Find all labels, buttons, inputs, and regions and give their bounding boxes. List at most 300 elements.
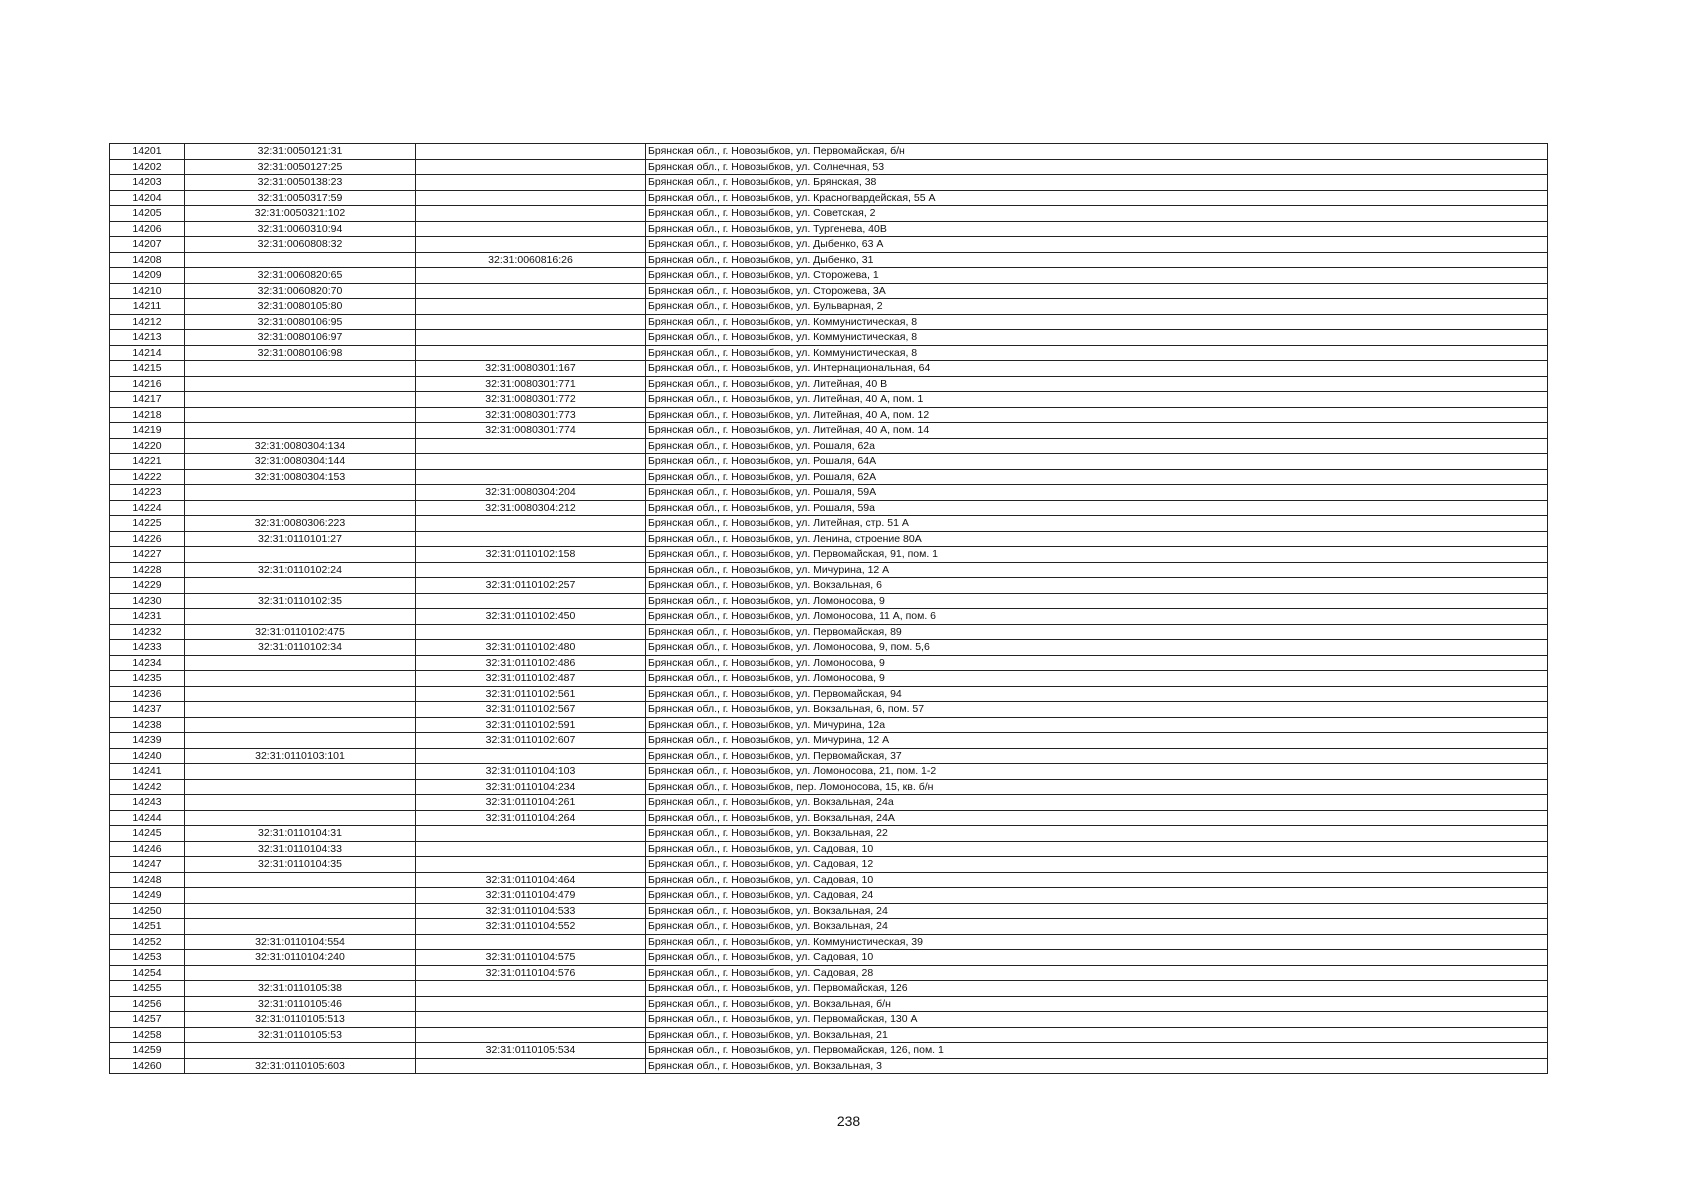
address-cell: Брянская обл., г. Новозыбков, ул. Вокзальная, 24А	[646, 810, 1548, 826]
cadastral-number-cell: 32:31:0080106:95	[185, 314, 416, 330]
table-row	[110, 1012, 1548, 1028]
table-row	[110, 578, 1548, 594]
cadastral-number-cell: 32:31:0050138:23	[185, 175, 416, 191]
row-number-cell: 14235	[110, 671, 185, 687]
address-cell: Брянская обл., г. Новозыбков, ул. Красногвардейская, 55 А	[646, 190, 1548, 206]
row-number-cell: 14215	[110, 361, 185, 377]
premises-cadastral-number-cell	[416, 857, 646, 873]
address-cell: Брянская обл., г. Новозыбков, ул. Интернациональная, 64	[646, 361, 1548, 377]
row-number-cell: 14217	[110, 392, 185, 408]
row-number-cell: 14206	[110, 221, 185, 237]
row-number-cell: 14253	[110, 950, 185, 966]
address-cell: Брянская обл., г. Новозыбков, ул. Первомайская, 130 А	[646, 1012, 1548, 1028]
row-number-cell: 14207	[110, 237, 185, 253]
table-row	[110, 826, 1548, 842]
table-row	[110, 516, 1548, 532]
cadastral-number-cell: 32:31:0050121:31	[185, 144, 416, 160]
cadastral-number-cell: 32:31:0110105:603	[185, 1058, 416, 1074]
table-row	[110, 655, 1548, 671]
address-cell: Брянская обл., г. Новозыбков, ул. Первомайская, 126, пом. 1	[646, 1043, 1548, 1059]
premises-cadastral-number-cell: 32:31:0080301:773	[416, 407, 646, 423]
premises-cadastral-number-cell	[416, 531, 646, 547]
table-row	[110, 810, 1548, 826]
address-cell: Брянская обл., г. Новозыбков, ул. Первомайская, 126	[646, 981, 1548, 997]
address-cell: Брянская обл., г. Новозыбков, ул. Дыбенко, 31	[646, 252, 1548, 268]
row-number-cell: 14224	[110, 500, 185, 516]
premises-cadastral-number-cell: 32:31:0060816:26	[416, 252, 646, 268]
table-row	[110, 609, 1548, 625]
row-number-cell: 14219	[110, 423, 185, 439]
row-number-cell: 14225	[110, 516, 185, 532]
row-number-cell: 14223	[110, 485, 185, 501]
premises-cadastral-number-cell: 32:31:0110104:533	[416, 903, 646, 919]
premises-cadastral-number-cell: 32:31:0110102:257	[416, 578, 646, 594]
premises-cadastral-number-cell: 32:31:0110102:480	[416, 640, 646, 656]
cadastral-number-cell	[185, 1043, 416, 1059]
row-number-cell: 14230	[110, 593, 185, 609]
row-number-cell: 14209	[110, 268, 185, 284]
address-cell: Брянская обл., г. Новозыбков, ул. Ленина, строение 80А	[646, 531, 1548, 547]
table-row	[110, 640, 1548, 656]
cadastral-number-cell	[185, 795, 416, 811]
table-row	[110, 764, 1548, 780]
premises-cadastral-number-cell	[416, 981, 646, 997]
table-row	[110, 779, 1548, 795]
address-cell: Брянская обл., г. Новозыбков, ул. Первомайская, 37	[646, 748, 1548, 764]
premises-cadastral-number-cell	[416, 934, 646, 950]
table-row	[110, 841, 1548, 857]
address-cell: Брянская обл., г. Новозыбков, ул. Садовая, 24	[646, 888, 1548, 904]
cadastral-number-cell	[185, 485, 416, 501]
address-cell: Брянская обл., г. Новозыбков, ул. Мичурина, 12 А	[646, 733, 1548, 749]
address-cell: Брянская обл., г. Новозыбков, ул. Первомайская, 91, пом. 1	[646, 547, 1548, 563]
premises-cadastral-number-cell: 32:31:0080304:204	[416, 485, 646, 501]
table-row	[110, 469, 1548, 485]
row-number-cell: 14239	[110, 733, 185, 749]
cadastral-number-cell: 32:31:0050321:102	[185, 206, 416, 222]
premises-cadastral-number-cell: 32:31:0110104:552	[416, 919, 646, 935]
premises-cadastral-number-cell: 32:31:0110105:534	[416, 1043, 646, 1059]
row-number-cell: 14204	[110, 190, 185, 206]
row-number-cell: 14218	[110, 407, 185, 423]
table-row	[110, 237, 1548, 253]
table-row	[110, 950, 1548, 966]
table-row	[110, 748, 1548, 764]
address-cell: Брянская обл., г. Новозыбков, ул. Вокзальная, 3	[646, 1058, 1548, 1074]
cadastral-number-cell: 32:31:0080306:223	[185, 516, 416, 532]
premises-cadastral-number-cell	[416, 237, 646, 253]
cadastral-number-cell: 32:31:0080105:80	[185, 299, 416, 315]
premises-cadastral-number-cell	[416, 454, 646, 470]
cadastral-number-cell: 32:31:0110105:38	[185, 981, 416, 997]
address-cell: Брянская обл., г. Новозыбков, ул. Садовая, 12	[646, 857, 1548, 873]
address-cell: Брянская обл., г. Новозыбков, ул. Литейная, 40 В	[646, 376, 1548, 392]
address-cell: Брянская обл., г. Новозыбков, ул. Вокзальная, 24а	[646, 795, 1548, 811]
table-row	[110, 888, 1548, 904]
table-row	[110, 438, 1548, 454]
cadastral-number-cell	[185, 671, 416, 687]
row-number-cell: 14238	[110, 717, 185, 733]
row-number-cell: 14243	[110, 795, 185, 811]
premises-cadastral-number-cell	[416, 190, 646, 206]
premises-cadastral-number-cell	[416, 159, 646, 175]
row-number-cell: 14221	[110, 454, 185, 470]
premises-cadastral-number-cell	[416, 1012, 646, 1028]
table-row	[110, 562, 1548, 578]
cadastral-number-cell	[185, 965, 416, 981]
address-cell: Брянская обл., г. Новозыбков, ул. Садовая, 10	[646, 950, 1548, 966]
cadastral-number-cell	[185, 717, 416, 733]
table-row	[110, 314, 1548, 330]
cadastral-number-cell	[185, 578, 416, 594]
premises-cadastral-number-cell	[416, 206, 646, 222]
cadastral-number-cell	[185, 392, 416, 408]
table-row	[110, 1058, 1548, 1074]
address-cell: Брянская обл., г. Новозыбков, ул. Ломоносова, 9	[646, 655, 1548, 671]
table-row	[110, 717, 1548, 733]
address-cell: Брянская обл., г. Новозыбков, ул. Брянская, 38	[646, 175, 1548, 191]
table-row	[110, 996, 1548, 1012]
row-number-cell: 14248	[110, 872, 185, 888]
address-cell: Брянская обл., г. Новозыбков, ул. Вокзальная, б/н	[646, 996, 1548, 1012]
address-cell: Брянская обл., г. Новозыбков, ул. Первомайская, 89	[646, 624, 1548, 640]
row-number-cell: 14214	[110, 345, 185, 361]
table-row	[110, 671, 1548, 687]
cadastral-number-cell	[185, 252, 416, 268]
row-number-cell: 14237	[110, 702, 185, 718]
table-row	[110, 981, 1548, 997]
cadastral-number-cell: 32:31:0080304:144	[185, 454, 416, 470]
row-number-cell: 14213	[110, 330, 185, 346]
premises-cadastral-number-cell	[416, 299, 646, 315]
premises-cadastral-number-cell	[416, 345, 646, 361]
table-row	[110, 159, 1548, 175]
premises-cadastral-number-cell: 32:31:0110104:464	[416, 872, 646, 888]
table-row	[110, 206, 1548, 222]
premises-cadastral-number-cell	[416, 516, 646, 532]
row-number-cell: 14234	[110, 655, 185, 671]
row-number-cell: 14244	[110, 810, 185, 826]
cadastral-number-cell: 32:31:0110102:35	[185, 593, 416, 609]
row-number-cell: 14203	[110, 175, 185, 191]
row-number-cell: 14241	[110, 764, 185, 780]
row-number-cell: 14240	[110, 748, 185, 764]
cadastral-number-cell: 32:31:0110105:53	[185, 1027, 416, 1043]
cadastral-number-cell: 32:31:0050127:25	[185, 159, 416, 175]
row-number-cell: 14255	[110, 981, 185, 997]
address-cell: Брянская обл., г. Новозыбков, ул. Рошаля, 59А	[646, 485, 1548, 501]
premises-cadastral-number-cell: 32:31:0110102:561	[416, 686, 646, 702]
cadastral-number-cell: 32:31:0060820:70	[185, 283, 416, 299]
cadastral-number-cell	[185, 810, 416, 826]
table-row	[110, 965, 1548, 981]
row-number-cell: 14250	[110, 903, 185, 919]
cadastral-number-cell: 32:31:0080106:97	[185, 330, 416, 346]
premises-cadastral-number-cell	[416, 841, 646, 857]
row-number-cell: 14229	[110, 578, 185, 594]
table-row	[110, 702, 1548, 718]
premises-cadastral-number-cell: 32:31:0080301:774	[416, 423, 646, 439]
row-number-cell: 14246	[110, 841, 185, 857]
premises-cadastral-number-cell: 32:31:0110104:234	[416, 779, 646, 795]
cadastral-number-cell	[185, 888, 416, 904]
row-number-cell: 14220	[110, 438, 185, 454]
table-row	[110, 624, 1548, 640]
premises-cadastral-number-cell	[416, 330, 646, 346]
cadastral-number-cell: 32:31:0110102:34	[185, 640, 416, 656]
table-row	[110, 376, 1548, 392]
address-cell: Брянская обл., г. Новозыбков, ул. Бульварная, 2	[646, 299, 1548, 315]
address-cell: Брянская обл., г. Новозыбков, ул. Солнечная, 53	[646, 159, 1548, 175]
cadastral-number-cell: 32:31:0110105:46	[185, 996, 416, 1012]
cadastral-number-cell	[185, 500, 416, 516]
address-cell: Брянская обл., г. Новозыбков, ул. Литейная, 40 А, пом. 14	[646, 423, 1548, 439]
premises-cadastral-number-cell	[416, 144, 646, 160]
cadastral-number-cell	[185, 655, 416, 671]
table-row	[110, 857, 1548, 873]
registry-table-body	[110, 144, 1548, 1074]
address-cell: Брянская обл., г. Новозыбков, ул. Садовая, 28	[646, 965, 1548, 981]
table-row	[110, 330, 1548, 346]
premises-cadastral-number-cell: 32:31:0110104:103	[416, 764, 646, 780]
cadastral-number-cell: 32:31:0080304:153	[185, 469, 416, 485]
address-cell: Брянская обл., г. Новозыбков, ул. Садовая, 10	[646, 872, 1548, 888]
premises-cadastral-number-cell	[416, 1027, 646, 1043]
table-row	[110, 361, 1548, 377]
page-number: 238	[836, 1113, 861, 1129]
premises-cadastral-number-cell: 32:31:0080301:167	[416, 361, 646, 377]
cadastral-number-cell: 32:31:0110102:24	[185, 562, 416, 578]
table-row	[110, 407, 1548, 423]
table-row	[110, 345, 1548, 361]
row-number-cell: 14201	[110, 144, 185, 160]
premises-cadastral-number-cell: 32:31:0110102:487	[416, 671, 646, 687]
row-number-cell: 14247	[110, 857, 185, 873]
address-cell: Брянская обл., г. Новозыбков, ул. Литейная, 40 А, пом. 12	[646, 407, 1548, 423]
address-cell: Брянская обл., г. Новозыбков, ул. Рошаля, 59а	[646, 500, 1548, 516]
cadastral-number-cell: 32:31:0110104:554	[185, 934, 416, 950]
cadastral-number-cell	[185, 764, 416, 780]
premises-cadastral-number-cell	[416, 826, 646, 842]
cadastral-number-cell	[185, 733, 416, 749]
address-cell: Брянская обл., г. Новозыбков, ул. Дыбенко, 63 А	[646, 237, 1548, 253]
address-cell: Брянская обл., г. Новозыбков, ул. Литейная, стр. 51 А	[646, 516, 1548, 532]
cadastral-number-cell: 32:31:0080304:134	[185, 438, 416, 454]
cadastral-number-cell	[185, 547, 416, 563]
table-row	[110, 175, 1548, 191]
cadastral-number-cell: 32:31:0110104:33	[185, 841, 416, 857]
table-row	[110, 500, 1548, 516]
registry-table	[109, 143, 1548, 1074]
premises-cadastral-number-cell: 32:31:0110104:261	[416, 795, 646, 811]
cadastral-number-cell: 32:31:0110104:35	[185, 857, 416, 873]
cadastral-number-cell: 32:31:0080106:98	[185, 345, 416, 361]
table-row	[110, 795, 1548, 811]
address-cell: Брянская обл., г. Новозыбков, ул. Советская, 2	[646, 206, 1548, 222]
row-number-cell: 14251	[110, 919, 185, 935]
row-number-cell: 14233	[110, 640, 185, 656]
table-row	[110, 283, 1548, 299]
row-number-cell: 14259	[110, 1043, 185, 1059]
premises-cadastral-number-cell: 32:31:0110102:567	[416, 702, 646, 718]
premises-cadastral-number-cell	[416, 562, 646, 578]
table-row	[110, 454, 1548, 470]
row-number-cell: 14227	[110, 547, 185, 563]
address-cell: Брянская обл., г. Новозыбков, ул. Садовая, 10	[646, 841, 1548, 857]
table-row	[110, 392, 1548, 408]
table-row	[110, 531, 1548, 547]
row-number-cell: 14256	[110, 996, 185, 1012]
cadastral-number-cell: 32:31:0110105:513	[185, 1012, 416, 1028]
table-row	[110, 593, 1548, 609]
table-row	[110, 144, 1548, 160]
cadastral-number-cell	[185, 686, 416, 702]
table-row	[110, 934, 1548, 950]
cadastral-number-cell	[185, 919, 416, 935]
address-cell: Брянская обл., г. Новозыбков, ул. Сторожева, 3А	[646, 283, 1548, 299]
row-number-cell: 14260	[110, 1058, 185, 1074]
row-number-cell: 14202	[110, 159, 185, 175]
cadastral-number-cell: 32:31:0110104:31	[185, 826, 416, 842]
premises-cadastral-number-cell: 32:31:0110102:486	[416, 655, 646, 671]
row-number-cell: 14228	[110, 562, 185, 578]
address-cell: Брянская обл., г. Новозыбков, ул. Ломоносова, 21, пом. 1-2	[646, 764, 1548, 780]
premises-cadastral-number-cell: 32:31:0110104:264	[416, 810, 646, 826]
cadastral-number-cell	[185, 779, 416, 795]
cadastral-number-cell	[185, 609, 416, 625]
address-cell: Брянская обл., г. Новозыбков, ул. Ломоносова, 9	[646, 593, 1548, 609]
row-number-cell: 14205	[110, 206, 185, 222]
row-number-cell: 14258	[110, 1027, 185, 1043]
premises-cadastral-number-cell	[416, 996, 646, 1012]
table-row	[110, 919, 1548, 935]
row-number-cell: 14216	[110, 376, 185, 392]
table-row	[110, 547, 1548, 563]
cadastral-number-cell: 32:31:0050317:59	[185, 190, 416, 206]
cadastral-number-cell	[185, 423, 416, 439]
address-cell: Брянская обл., г. Новозыбков, ул. Вокзальная, 22	[646, 826, 1548, 842]
premises-cadastral-number-cell: 32:31:0110102:591	[416, 717, 646, 733]
row-number-cell: 14210	[110, 283, 185, 299]
address-cell: Брянская обл., г. Новозыбков, ул. Первомайская, 94	[646, 686, 1548, 702]
table-row	[110, 299, 1548, 315]
row-number-cell: 14236	[110, 686, 185, 702]
table-row	[110, 252, 1548, 268]
table-row	[110, 1027, 1548, 1043]
premises-cadastral-number-cell	[416, 438, 646, 454]
premises-cadastral-number-cell: 32:31:0110102:158	[416, 547, 646, 563]
cadastral-number-cell: 32:31:0060310:94	[185, 221, 416, 237]
table-row	[110, 268, 1548, 284]
cadastral-number-cell: 32:31:0110104:240	[185, 950, 416, 966]
address-cell: Брянская обл., г. Новозыбков, ул. Вокзальная, 21	[646, 1027, 1548, 1043]
table-row	[110, 190, 1548, 206]
row-number-cell: 14226	[110, 531, 185, 547]
address-cell: Брянская обл., г. Новозыбков, ул. Мичурина, 12а	[646, 717, 1548, 733]
premises-cadastral-number-cell: 32:31:0110104:576	[416, 965, 646, 981]
premises-cadastral-number-cell: 32:31:0110102:450	[416, 609, 646, 625]
row-number-cell: 14232	[110, 624, 185, 640]
address-cell: Брянская обл., г. Новозыбков, ул. Коммунистическая, 8	[646, 314, 1548, 330]
cadastral-number-cell	[185, 872, 416, 888]
premises-cadastral-number-cell	[416, 175, 646, 191]
address-cell: Брянская обл., г. Новозыбков, ул. Мичурина, 12 А	[646, 562, 1548, 578]
premises-cadastral-number-cell	[416, 593, 646, 609]
address-cell: Брянская обл., г. Новозыбков, ул. Вокзальная, 24	[646, 919, 1548, 935]
address-cell: Брянская обл., г. Новозыбков, ул. Сторожева, 1	[646, 268, 1548, 284]
table-row	[110, 221, 1548, 237]
premises-cadastral-number-cell: 32:31:0080304:212	[416, 500, 646, 516]
row-number-cell: 14245	[110, 826, 185, 842]
premises-cadastral-number-cell: 32:31:0080301:771	[416, 376, 646, 392]
cadastral-number-cell: 32:31:0110102:475	[185, 624, 416, 640]
address-cell: Брянская обл., г. Новозыбков, пер. Ломоносова, 15, кв. б/н	[646, 779, 1548, 795]
premises-cadastral-number-cell: 32:31:0080301:772	[416, 392, 646, 408]
row-number-cell: 14212	[110, 314, 185, 330]
premises-cadastral-number-cell	[416, 221, 646, 237]
address-cell: Брянская обл., г. Новозыбков, ул. Ломоносова, 9, пом. 5,6	[646, 640, 1548, 656]
cadastral-number-cell: 32:31:0060808:32	[185, 237, 416, 253]
premises-cadastral-number-cell: 32:31:0110104:575	[416, 950, 646, 966]
premises-cadastral-number-cell	[416, 748, 646, 764]
address-cell: Брянская обл., г. Новозыбков, ул. Рошаля, 62А	[646, 469, 1548, 485]
premises-cadastral-number-cell	[416, 268, 646, 284]
row-number-cell: 14222	[110, 469, 185, 485]
premises-cadastral-number-cell	[416, 1058, 646, 1074]
row-number-cell: 14231	[110, 609, 185, 625]
premises-cadastral-number-cell	[416, 469, 646, 485]
premises-cadastral-number-cell: 32:31:0110102:607	[416, 733, 646, 749]
address-cell: Брянская обл., г. Новозыбков, ул. Коммунистическая, 8	[646, 330, 1548, 346]
row-number-cell: 14242	[110, 779, 185, 795]
address-cell: Брянская обл., г. Новозыбков, ул. Рошаля, 62а	[646, 438, 1548, 454]
table-row	[110, 686, 1548, 702]
table-row	[110, 1043, 1548, 1059]
premises-cadastral-number-cell	[416, 283, 646, 299]
premises-cadastral-number-cell	[416, 624, 646, 640]
cadastral-number-cell: 32:31:0060820:65	[185, 268, 416, 284]
address-cell: Брянская обл., г. Новозыбков, ул. Рошаля, 64А	[646, 454, 1548, 470]
premises-cadastral-number-cell: 32:31:0110104:479	[416, 888, 646, 904]
address-cell: Брянская обл., г. Новозыбков, ул. Тургенева, 40В	[646, 221, 1548, 237]
address-cell: Брянская обл., г. Новозыбков, ул. Коммунистическая, 39	[646, 934, 1548, 950]
cadastral-number-cell	[185, 376, 416, 392]
table-row	[110, 733, 1548, 749]
row-number-cell: 14211	[110, 299, 185, 315]
table-row	[110, 903, 1548, 919]
table-row	[110, 423, 1548, 439]
address-cell: Брянская обл., г. Новозыбков, ул. Вокзальная, 6, пом. 57	[646, 702, 1548, 718]
address-cell: Брянская обл., г. Новозыбков, ул. Первомайская, б/н	[646, 144, 1548, 160]
row-number-cell: 14254	[110, 965, 185, 981]
address-cell: Брянская обл., г. Новозыбков, ул. Литейная, 40 А, пом. 1	[646, 392, 1548, 408]
premises-cadastral-number-cell	[416, 314, 646, 330]
cadastral-number-cell	[185, 702, 416, 718]
cadastral-number-cell	[185, 361, 416, 377]
row-number-cell: 14208	[110, 252, 185, 268]
cadastral-number-cell	[185, 407, 416, 423]
cadastral-number-cell: 32:31:0110101:27	[185, 531, 416, 547]
cadastral-number-cell: 32:31:0110103:101	[185, 748, 416, 764]
row-number-cell: 14252	[110, 934, 185, 950]
address-cell: Брянская обл., г. Новозыбков, ул. Вокзальная, 6	[646, 578, 1548, 594]
table-row	[110, 872, 1548, 888]
address-cell: Брянская обл., г. Новозыбков, ул. Ломоносова, 9	[646, 671, 1548, 687]
address-cell: Брянская обл., г. Новозыбков, ул. Коммунистическая, 8	[646, 345, 1548, 361]
row-number-cell: 14257	[110, 1012, 185, 1028]
cadastral-number-cell	[185, 903, 416, 919]
row-number-cell: 14249	[110, 888, 185, 904]
